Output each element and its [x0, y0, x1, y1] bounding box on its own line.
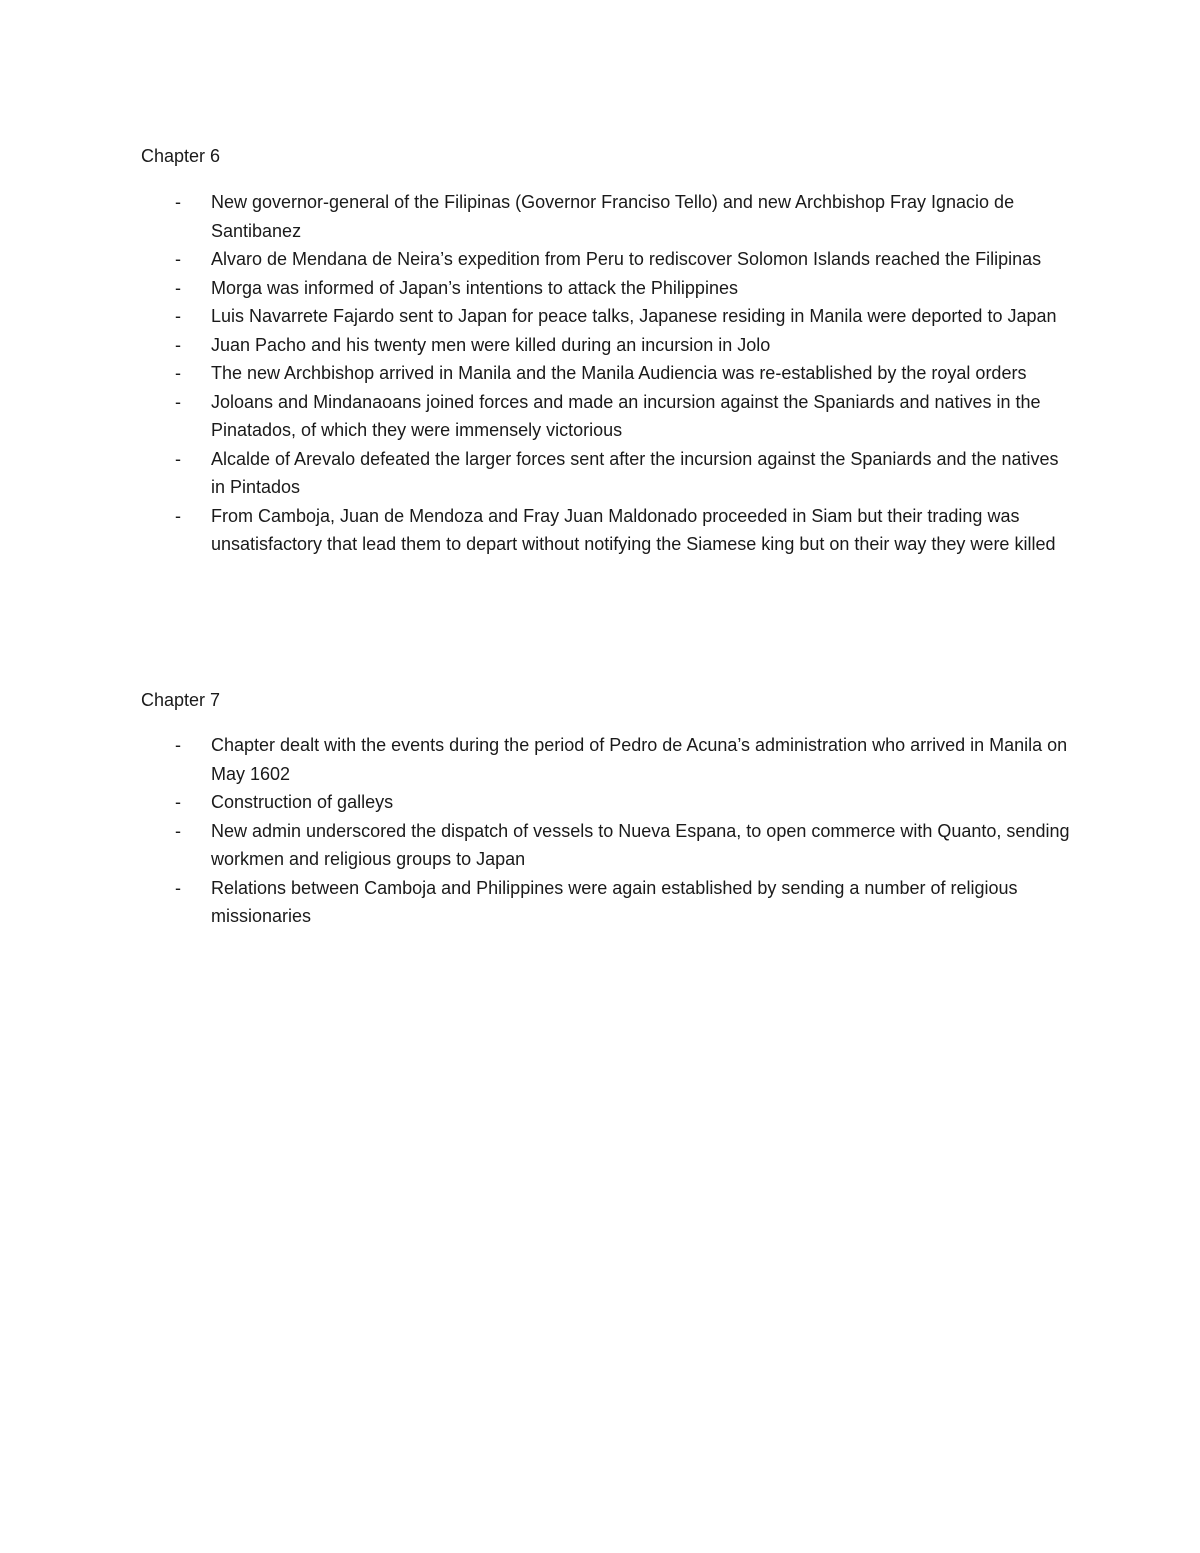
list-item-text: Juan Pacho and his twenty men were killed during an incursion in Jolo: [211, 334, 771, 355]
list-item-text: Alcalde of Arevalo defeated the larger forces sent after the incursion against the Spaniards and the natives in Pintados: [211, 448, 1059, 497]
list-item-text: From Camboja, Juan de Mendoza and Fray Juan Maldonado proceeded in Siam but their trading was unsatisfactory that lead them to depart without notifying the Siamese king but on their way they were killed: [211, 505, 1056, 554]
list-item-text: Luis Navarrete Fajardo sent to Japan for peace talks, Japanese residing in Manila were deported to Japan: [211, 306, 1057, 326]
bullet-dash: -: [175, 306, 181, 326]
bullet-dash: -: [175, 820, 181, 841]
list-item: [141, 188, 1071, 245]
list-item: [141, 245, 1071, 274]
chapter-6-section: [141, 144, 1071, 559]
chapter-7-bullet-list: [141, 731, 1071, 931]
list-item: [141, 274, 1071, 303]
list-item: [141, 874, 1071, 931]
chapter-7-section: [141, 688, 1071, 931]
chapter-heading: Chapter 6: [141, 146, 221, 166]
bullet-dash: -: [175, 391, 181, 412]
list-item-text: Alvaro de Mendana de Neira’s expedition from Peru to rediscover Solomon Islands reached the Filipinas: [211, 249, 1042, 269]
list-item-text: New governor-general of the Filipinas (Governor Franciso Tello) and new Archbishop Fray Ignacio de Santibanez: [211, 192, 1015, 241]
chapter-6-bullet-list: [141, 188, 1071, 559]
bullet-dash: -: [175, 505, 181, 526]
chapter-heading: Chapter 7: [141, 690, 221, 710]
list-item-text: Construction of galleys: [211, 792, 394, 812]
list-item: [141, 817, 1071, 874]
bullet-dash: -: [175, 363, 181, 383]
bullet-dash: -: [175, 249, 181, 269]
bullet-dash: -: [175, 334, 181, 355]
list-item: [141, 302, 1071, 331]
bullet-dash: -: [175, 792, 181, 812]
bullet-dash: -: [175, 448, 181, 469]
list-item-text: Joloans and Mindanaoans joined forces and made an incursion against the Spaniards and natives in the Pinatados, of which they were immensely victorious: [211, 391, 1041, 440]
bullet-dash: -: [175, 735, 181, 755]
list-item-text: New admin underscored the dispatch of vessels to Nueva Espana, to open commerce with Quanto, sending workmen and religious groups to Japan: [211, 820, 1070, 869]
list-item: [141, 788, 1071, 817]
list-item: [141, 359, 1071, 388]
list-item-text: Chapter dealt with the events during the period of Pedro de Acuna’s administration who arrived in Manila on May 1602: [211, 735, 1068, 784]
list-item: [141, 731, 1071, 788]
list-item: [141, 502, 1071, 559]
bullet-dash: -: [175, 277, 181, 298]
list-item: [141, 445, 1071, 502]
list-item-text: The new Archbishop arrived in Manila and the Manila Audiencia was re-established by the royal orders: [211, 363, 1027, 383]
list-item: [141, 388, 1071, 445]
bullet-dash: -: [175, 192, 181, 212]
list-item-text: Relations between Camboja and Philippines were again established by sending a number of religious missionaries: [211, 877, 1018, 926]
list-item-text: Morga was informed of Japan’s intentions to attack the Philippines: [211, 277, 738, 298]
bullet-dash: -: [175, 877, 181, 898]
list-item: [141, 331, 1071, 360]
